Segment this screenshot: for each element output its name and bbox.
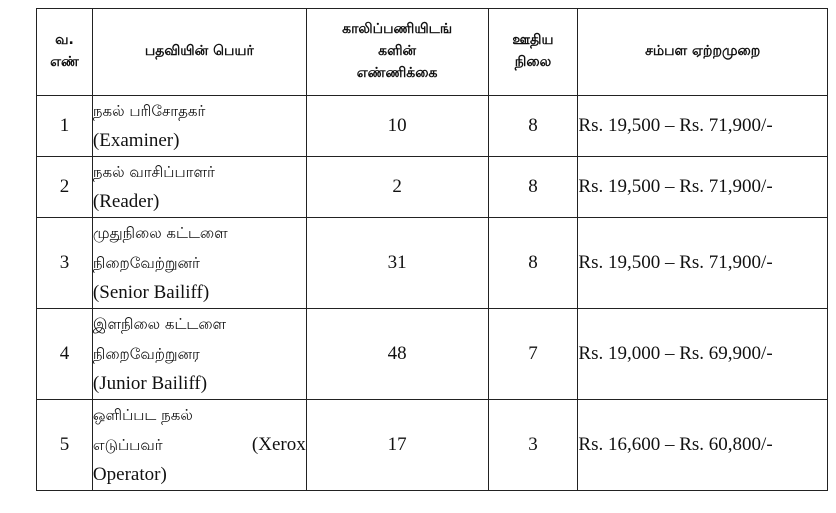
table-row — [37, 218, 828, 309]
row-vacancies: 17 — [306, 400, 488, 491]
header-pay-scale: சம்பள ஏற்றமுறை — [578, 9, 828, 96]
row-pay-scale: Rs. 19,500 – Rs. 71,900/- — [578, 96, 828, 157]
row-post-name: இளநிலை கட்டளை நிறைவேற்றுனர (Junior Bailiff) — [92, 309, 306, 400]
row-post-name: நகல் வாசிப்பாளர் (Reader) — [92, 157, 306, 218]
row-pay-scale: Rs. 19,000 – Rs. 69,900/- — [578, 309, 828, 400]
row-vacancies: 10 — [306, 96, 488, 157]
row-post-name: ஒளிப்பட நகல் எடுப்பவர் (Xerox Operator) — [92, 400, 306, 491]
row-serial: 1 — [37, 96, 93, 157]
table-row — [37, 157, 828, 218]
table-row — [37, 309, 828, 400]
header-serial-number: வ. எண் — [37, 9, 93, 96]
row-post-name: முதுநிலை கட்டளை நிறைவேற்றுனர் (Senior Bailiff) — [92, 218, 306, 309]
row-level: 8 — [488, 218, 578, 309]
row-level: 7 — [488, 309, 578, 400]
row-pay-scale: Rs. 19,500 – Rs. 71,900/- — [578, 157, 828, 218]
header-post-name: பதவியின் பெயர் — [92, 9, 306, 96]
row-serial: 2 — [37, 157, 93, 218]
header-vacancies: காலிப்பணியிடங் களின் எண்ணிக்கை — [306, 9, 488, 96]
header-row — [37, 9, 828, 96]
row-pay-scale: Rs. 19,500 – Rs. 71,900/- — [578, 218, 828, 309]
row-serial: 4 — [37, 309, 93, 400]
row-level: 8 — [488, 96, 578, 157]
table-row — [37, 96, 828, 157]
row-serial: 3 — [37, 218, 93, 309]
row-level: 3 — [488, 400, 578, 491]
header-pay-level: ஊதிய நிலை — [488, 9, 578, 96]
row-post-name: நகல் பரிசோதகர் (Examiner) — [92, 96, 306, 157]
row-vacancies: 48 — [306, 309, 488, 400]
row-serial: 5 — [37, 400, 93, 491]
row-vacancies: 2 — [306, 157, 488, 218]
row-vacancies: 31 — [306, 218, 488, 309]
row-level: 8 — [488, 157, 578, 218]
row-pay-scale: Rs. 16,600 – Rs. 60,800/- — [578, 400, 828, 491]
recruitment-table — [36, 8, 828, 491]
table-row — [37, 400, 828, 491]
